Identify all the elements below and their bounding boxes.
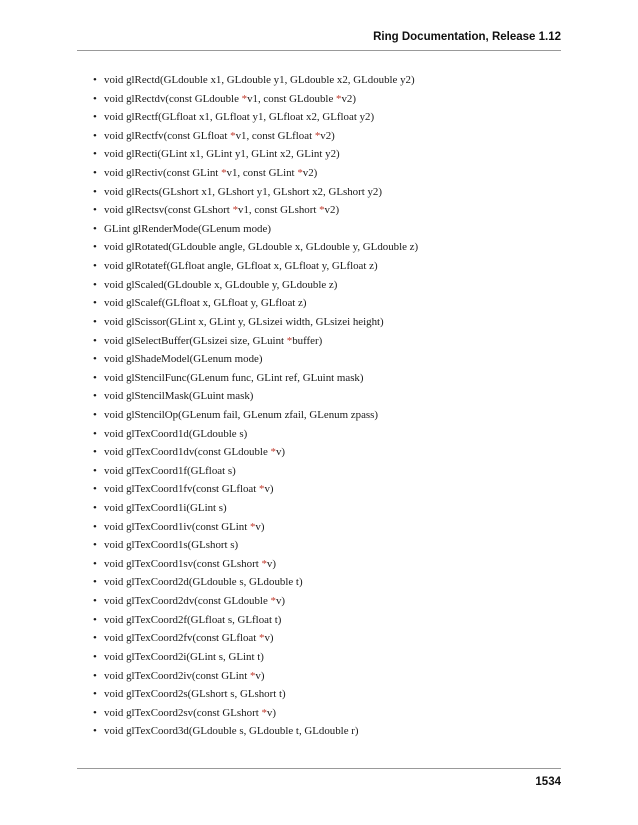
list-item <box>93 555 563 574</box>
list-item <box>93 183 563 202</box>
signature-text: v1, const GLint <box>226 167 298 180</box>
bullet-icon: • <box>93 576 97 589</box>
running-header: Ring Documentation, Release 1.12 <box>373 31 561 43</box>
list-item <box>93 294 563 313</box>
signature-text: v1, const GLshort <box>238 204 320 217</box>
pointer-asterisk: * <box>314 129 321 142</box>
signature-text: void glTexCoord1d(GLdouble s) <box>104 427 248 440</box>
signature-text: void glTexCoord3d(GLdouble s, GLdouble t, GLdouble r) <box>104 725 359 738</box>
signature-text: buffer) <box>292 334 323 347</box>
page-number: 1534 <box>535 776 561 788</box>
list-item <box>93 667 563 686</box>
list-item <box>93 220 563 239</box>
bullet-icon: • <box>93 185 97 198</box>
bullet-icon: • <box>93 148 97 161</box>
bullet-icon: • <box>93 111 97 124</box>
pointer-asterisk: * <box>286 334 293 347</box>
pointer-asterisk: * <box>232 204 239 217</box>
signature-text: v2) <box>302 167 318 180</box>
list-item <box>93 629 563 648</box>
signature-text: void glTexCoord1i(GLint s) <box>104 502 227 515</box>
bullet-icon: • <box>93 669 97 682</box>
signature-text: void glRectiv(const GLint <box>104 167 222 180</box>
bullet-icon: • <box>93 706 97 719</box>
list-item <box>93 685 563 704</box>
list-item <box>93 406 563 425</box>
signature-text: void glTexCoord2iv(const GLint <box>104 669 250 682</box>
bullet-icon: • <box>93 353 97 366</box>
bullet-icon: • <box>93 204 97 217</box>
list-item <box>93 71 563 90</box>
list-item <box>93 108 563 127</box>
signature-text: v) <box>275 595 286 608</box>
signature-text: void glShadeModel(GLenum mode) <box>104 353 263 366</box>
bullet-icon: • <box>93 334 97 347</box>
list-item <box>93 611 563 630</box>
bullet-icon: • <box>93 278 97 291</box>
signature-text: GLint glRenderMode(GLenum mode) <box>104 222 271 235</box>
pointer-asterisk: * <box>259 483 265 496</box>
list-item <box>93 332 563 351</box>
signature-text: void glRects(GLshort x1, GLshort y1, GLshort x2, GLshort y2) <box>104 185 382 198</box>
list-item <box>93 573 563 592</box>
signature-text: v) <box>275 446 286 459</box>
signature-text: void glTexCoord2i(GLint s, GLint t) <box>104 650 264 663</box>
bullet-icon: • <box>93 520 97 533</box>
list-item <box>93 201 563 220</box>
bullet-icon: • <box>93 315 97 328</box>
bullet-icon: • <box>93 688 97 701</box>
signature-text: void glStencilMask(GLuint mask) <box>104 390 254 403</box>
signature-text: void glRectfv(const GLfloat <box>104 129 231 142</box>
list-item <box>93 704 563 723</box>
pointer-asterisk: * <box>241 92 248 105</box>
signature-text: void glRectsv(const GLshort <box>104 204 233 217</box>
pointer-asterisk: * <box>249 669 256 682</box>
list-item <box>93 238 563 257</box>
signature-text: void glTexCoord1f(GLfloat s) <box>104 464 236 477</box>
list-item <box>93 499 563 518</box>
signature-text: v) <box>264 632 274 645</box>
signature-text: v2) <box>324 204 340 217</box>
header-divider <box>77 50 561 51</box>
signature-text: v2) <box>320 129 335 142</box>
signature-text: void glTexCoord2sv(const GLshort <box>104 706 262 719</box>
bullet-icon: • <box>93 371 97 384</box>
signature-text: void glRectf(GLfloat x1, GLfloat y1, GLfloat x2, GLfloat y2) <box>104 111 375 124</box>
bullet-icon: • <box>93 483 97 496</box>
function-list <box>93 71 563 741</box>
signature-text: void glScissor(GLint x, GLint y, GLsizei width, GLsizei height) <box>104 315 384 328</box>
bullet-icon: • <box>93 502 97 515</box>
pointer-asterisk: * <box>319 204 325 217</box>
list-item <box>93 257 563 276</box>
list-item <box>93 164 563 183</box>
signature-text: void glTexCoord1s(GLshort s) <box>104 539 239 552</box>
list-item <box>93 722 563 741</box>
signature-text: v) <box>255 669 265 682</box>
signature-text: v1, const GLdouble <box>247 92 337 105</box>
list-item <box>93 536 563 555</box>
list-item <box>93 90 563 109</box>
signature-text: void glRecti(GLint x1, GLint y1, GLint x2, GLint y2) <box>104 148 340 161</box>
list-item <box>93 369 563 388</box>
signature-text: void glRectdv(const GLdouble <box>104 92 242 105</box>
bullet-icon: • <box>93 241 97 254</box>
bullet-icon: • <box>93 92 97 105</box>
signature-text: v) <box>264 483 274 496</box>
list-item <box>93 350 563 369</box>
signature-text: v1, const GLfloat <box>235 129 315 142</box>
footer-divider <box>77 768 561 769</box>
list-item <box>93 425 563 444</box>
list-item <box>93 387 563 406</box>
signature-text: void glTexCoord1dv(const GLdouble <box>104 446 271 459</box>
pointer-asterisk: * <box>261 706 267 719</box>
signature-text: void glScaled(GLdouble x, GLdouble y, GLdouble z) <box>104 278 338 291</box>
signature-text: void glTexCoord2f(GLfloat s, GLfloat t) <box>104 613 282 626</box>
bullet-icon: • <box>93 260 97 273</box>
bullet-icon: • <box>93 613 97 626</box>
bullet-icon: • <box>93 539 97 552</box>
list-item <box>93 443 563 462</box>
bullet-icon: • <box>93 427 97 440</box>
signature-text: void glTexCoord1iv(const GLint <box>104 520 250 533</box>
bullet-icon: • <box>93 632 97 645</box>
signature-text: void glStencilOp(GLenum fail, GLenum zfail, GLenum zpass) <box>104 408 379 421</box>
signature-text: void glRotatef(GLfloat angle, GLfloat x, GLfloat y, GLfloat z) <box>104 260 378 273</box>
bullet-icon: • <box>93 129 97 142</box>
bullet-icon: • <box>93 222 97 235</box>
signature-text: v) <box>266 706 276 719</box>
bullet-icon: • <box>93 446 97 459</box>
bullet-icon: • <box>93 408 97 421</box>
pointer-asterisk: * <box>270 446 276 459</box>
list-item <box>93 480 563 499</box>
signature-text: void glStencilFunc(GLenum func, GLint ref, GLuint mask) <box>104 371 364 384</box>
signature-text: void glSelectBuffer(GLsizei size, GLuint <box>104 334 287 347</box>
list-item <box>93 127 563 146</box>
pointer-asterisk: * <box>297 167 303 180</box>
signature-text: void glTexCoord2fv(const GLfloat <box>104 632 260 645</box>
bullet-icon: • <box>93 167 97 180</box>
list-item <box>93 276 563 295</box>
bullet-icon: • <box>93 390 97 403</box>
pointer-asterisk: * <box>230 129 236 142</box>
signature-text: void glTexCoord1fv(const GLfloat <box>104 483 260 496</box>
signature-text: void glTexCoord1sv(const GLshort <box>104 557 262 570</box>
pointer-asterisk: * <box>270 595 276 608</box>
signature-text: v) <box>266 557 276 570</box>
list-item <box>93 313 563 332</box>
pointer-asterisk: * <box>261 557 267 570</box>
pointer-asterisk: * <box>336 92 342 105</box>
pointer-asterisk: * <box>259 632 265 645</box>
bullet-icon: • <box>93 557 97 570</box>
signature-text: void glScalef(GLfloat x, GLfloat y, GLfloat z) <box>104 297 307 310</box>
signature-text: void glTexCoord2dv(const GLdouble <box>104 595 271 608</box>
list-item <box>93 518 563 537</box>
signature-text: void glTexCoord2s(GLshort s, GLshort t) <box>104 688 286 701</box>
pointer-asterisk: * <box>221 167 227 180</box>
list-item <box>93 145 563 164</box>
signature-text: v2) <box>341 92 356 105</box>
signature-text: v) <box>255 520 265 533</box>
list-item <box>93 592 563 611</box>
signature-text: void glRectd(GLdouble x1, GLdouble y1, GLdouble x2, GLdouble y2) <box>104 74 415 86</box>
bullet-icon: • <box>93 595 97 608</box>
bullet-icon: • <box>93 650 97 663</box>
bullet-icon: • <box>93 725 97 738</box>
bullet-icon: • <box>93 74 97 86</box>
list-item <box>93 462 563 481</box>
signature-text: void glTexCoord2d(GLdouble s, GLdouble t) <box>104 576 303 589</box>
signature-text: void glRotated(GLdouble angle, GLdouble x, GLdouble y, GLdouble z) <box>104 241 419 254</box>
bullet-icon: • <box>93 297 97 310</box>
list-item <box>93 648 563 667</box>
bullet-icon: • <box>93 464 97 477</box>
pointer-asterisk: * <box>249 520 256 533</box>
